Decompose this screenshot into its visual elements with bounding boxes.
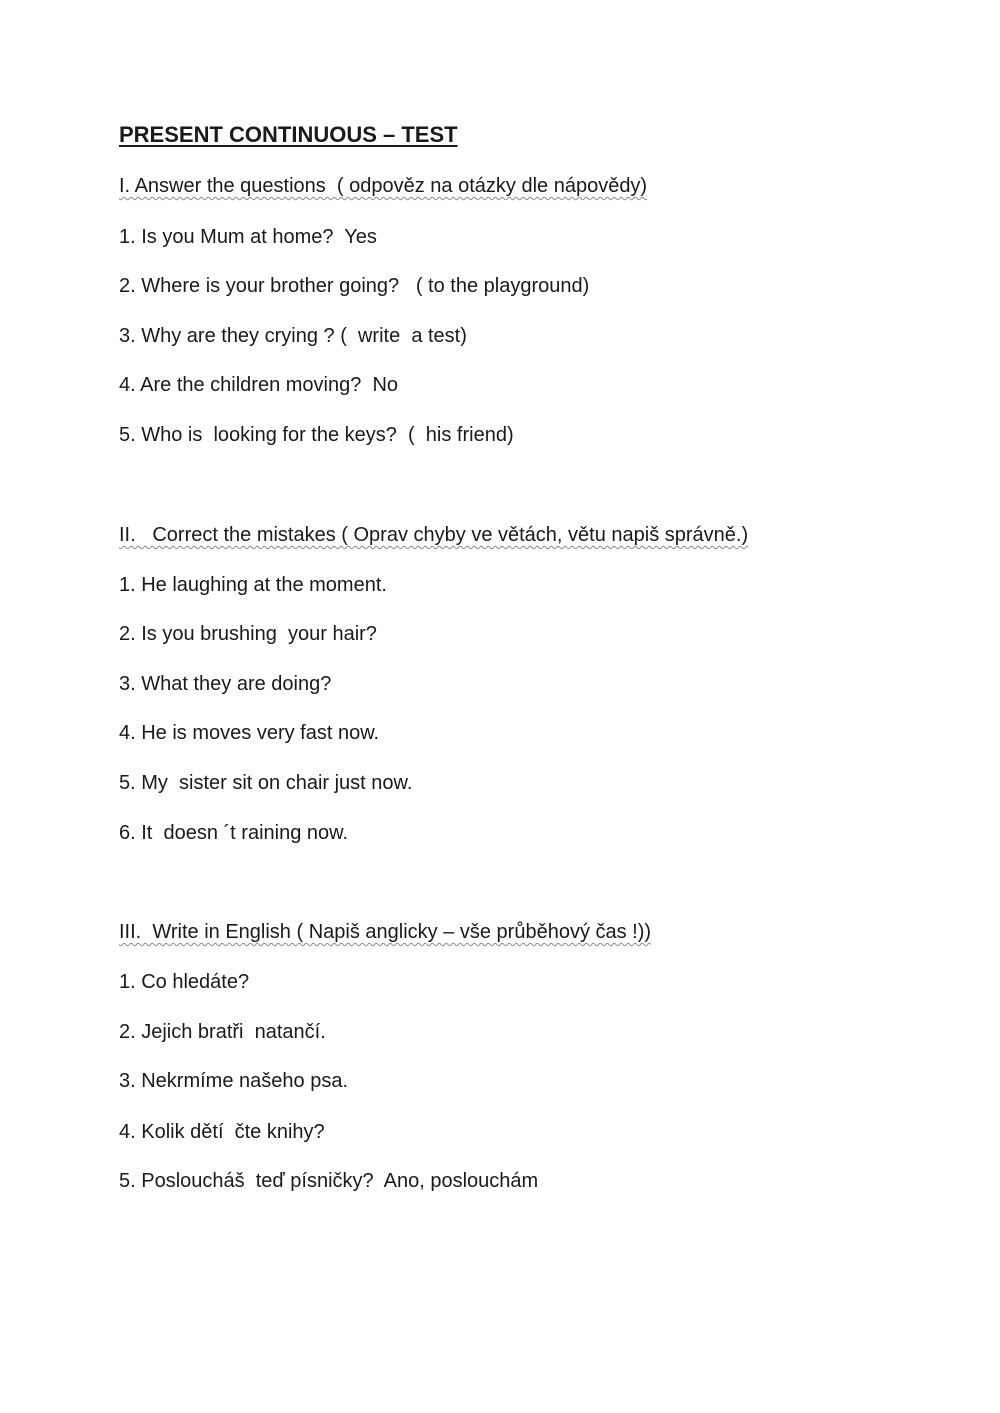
section-1-item-2: 2. Where is your brother going? ( to the playground) <box>119 275 590 297</box>
section-3-item-4: 4. Kolik dětí čte knihy? <box>119 1121 325 1143</box>
section-1-item-5: 5. Who is looking for the keys? ( his friend) <box>119 424 514 446</box>
section-2-item-6: 6. It doesn ´t raining now. <box>119 822 349 844</box>
section-2-item-4: 4. He is moves very fast now. <box>119 722 380 744</box>
worksheet-title: PRESENT CONTINUOUS – TEST <box>119 122 458 147</box>
section-3-item-2: 2. Jejich bratři natančí. <box>119 1021 326 1043</box>
section-1-item-4: 4. Are the children moving? No <box>119 374 399 396</box>
section-3-heading: III. Write in English ( Napiš anglicky – vše průběhový čas !)) <box>119 921 652 943</box>
section-2-item-3: 3. What they are doing? <box>119 673 332 695</box>
section-3-item-5: 5. Posloucháš teď písničky? Ano, poslouchám <box>119 1170 539 1192</box>
section-2-heading: II. Correct the mistakes ( Oprav chyby ve větách, větu napiš správně.) <box>119 524 749 546</box>
section-2-item-2: 2. Is you brushing your hair? <box>119 623 377 645</box>
section-1-heading: I. Answer the questions ( odpověz na otázky dle nápovědy) <box>119 175 648 197</box>
section-3-item-3: 3. Nekrmíme našeho psa. <box>119 1070 348 1092</box>
section-2-item-5: 5. My sister sit on chair just now. <box>119 772 413 794</box>
section-1-item-3: 3. Why are they crying ? ( write a test) <box>119 325 467 347</box>
section-1-item-1: 1. Is you Mum at home? Yes <box>119 226 377 248</box>
section-3-item-1: 1. Co hledáte? <box>119 971 250 993</box>
section-2-item-1: 1. He laughing at the moment. <box>119 574 387 596</box>
